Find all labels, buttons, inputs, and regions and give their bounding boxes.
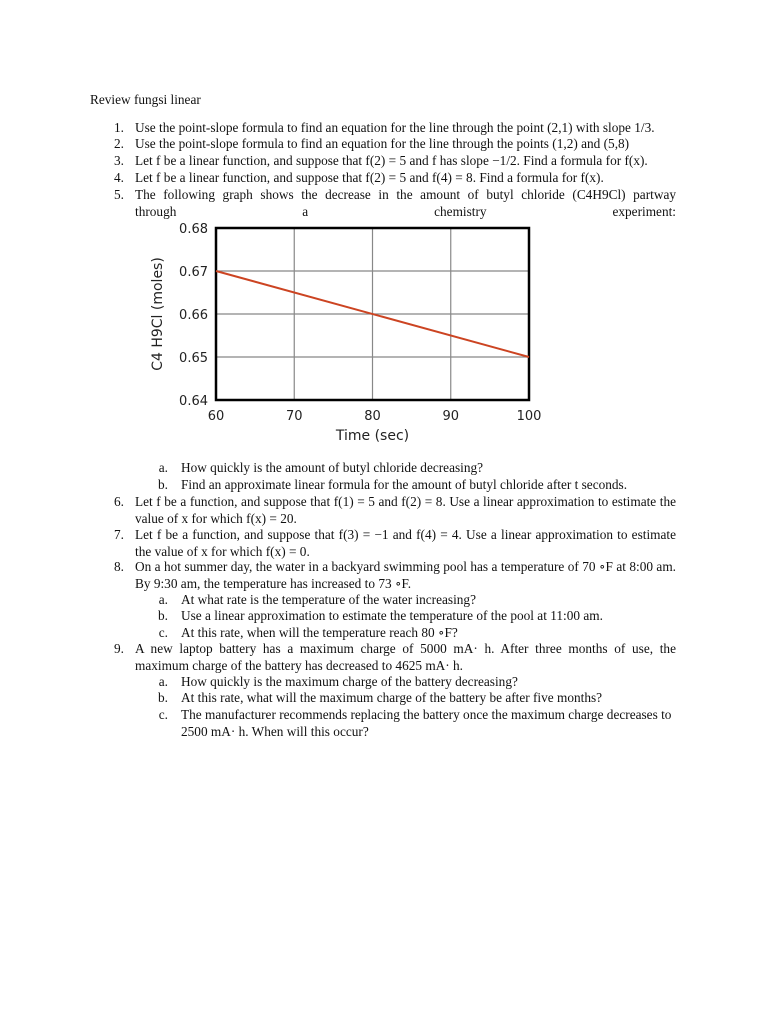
x-tick-label: 80	[364, 409, 381, 424]
sub-text: At this rate, when will the temperature reach 80 ∘F?	[181, 625, 458, 640]
sub-letter: a.	[158, 460, 168, 475]
y-axis-label: C4 H9Cl (moles)	[150, 257, 166, 371]
sub-text: The manufacturer recommends replacing the battery once the maximum charge decreases to 2500 mA· h. When will this occur?	[181, 707, 672, 739]
question-4	[100, 170, 676, 187]
x-tick-label: 90	[442, 409, 460, 424]
question-number: 7.	[114, 527, 124, 542]
question-text-line-1: The following graph shows the decrease in the amount of butyl chloride (C4H9Cl) partway	[135, 187, 676, 202]
question-text: Use the point-slope formula to find an equation for the line through the points (1,2) and (5,8)	[135, 136, 630, 151]
question-7	[100, 527, 676, 560]
question-number: 3.	[114, 153, 124, 168]
butyl-chloride-chart	[140, 216, 560, 452]
y-tick-label: 0.67	[179, 265, 208, 280]
page-title: Review fungsi linear	[90, 92, 201, 107]
sub-letter: b.	[158, 690, 168, 705]
question-8a	[150, 592, 676, 609]
question-text-line-2: through a chemistry experiment:	[135, 203, 676, 219]
question-number: 2.	[114, 136, 124, 151]
question-number: 5.	[114, 187, 124, 202]
y-tick-label: 0.68	[179, 222, 208, 237]
question-text: Let f be a function, and suppose that f(1) = 5 and f(2) = 8. Use a linear approximation to estimate the value of x for which f(x) = 20.	[135, 494, 676, 526]
y-tick-label: 0.64	[179, 394, 208, 409]
question-text: A new laptop battery has a maximum charge of 5000 mA· h. After three months of use, the maximum charge of the battery has decreased to 4625 mA· h.	[135, 641, 676, 673]
question-number: 4.	[114, 170, 124, 185]
x-axis-label: Time (sec)	[335, 428, 410, 444]
x-tick-label: 100	[516, 409, 542, 424]
sub-letter: c.	[158, 707, 168, 722]
question-1	[100, 120, 676, 137]
question-8c	[150, 625, 676, 642]
question-5a	[150, 460, 676, 477]
question-text: Use the point-slope formula to find an equation for the line through the point (2,1) with slope 1/3.	[135, 120, 655, 135]
question-9b	[150, 690, 676, 707]
question-text: Let f be a function, and suppose that f(3) = −1 and f(4) = 4. Use a linear approximation to estimate the value of x for which f(x) = 0.	[135, 527, 676, 559]
question-6	[100, 494, 676, 527]
question-text: On a hot summer day, the water in a backyard swimming pool has a temperature of 70 ∘F at 8:00 am. By 9:30 am, the temperature has increased to 73 ∘F.	[135, 559, 676, 591]
sub-text: At this rate, what will the maximum charge of the battery be after five months?	[181, 690, 603, 705]
question-2	[100, 136, 676, 153]
sub-text: How quickly is the amount of butyl chloride decreasing?	[181, 460, 484, 475]
question-number: 6.	[114, 494, 124, 509]
sub-letter: b.	[158, 608, 168, 623]
sub-letter: a.	[158, 592, 168, 607]
question-number: 1.	[114, 120, 124, 135]
question-8	[100, 559, 676, 592]
question-text: Let f be a linear function, and suppose that f(2) = 5 and f(4) = 8. Find a formula for f(x).	[135, 170, 604, 185]
sub-text: At what rate is the temperature of the water increasing?	[181, 592, 476, 607]
question-5b	[150, 477, 676, 494]
sub-text: How quickly is the maximum charge of the battery decreasing?	[181, 674, 518, 689]
question-3	[100, 153, 676, 170]
x-tick-label: 60	[207, 409, 225, 424]
sub-text: Use a linear approximation to estimate the temperature of the pool at 11:00 am.	[181, 608, 603, 623]
question-9	[100, 641, 676, 674]
sub-text: Find an approximate linear formula for the amount of butyl chloride after t seconds.	[181, 477, 628, 492]
y-tick-label: 0.65	[179, 351, 208, 366]
sub-letter: b.	[158, 477, 168, 492]
sub-letter: a.	[158, 674, 168, 689]
y-tick-label: 0.66	[179, 308, 208, 323]
question-number: 8.	[114, 559, 124, 574]
question-text: Let f be a linear function, and suppose that f(2) = 5 and f has slope −1/2. Find a formula for f(x).	[135, 153, 648, 168]
question-9c	[150, 707, 676, 740]
question-9a	[150, 674, 676, 691]
x-tick-label: 70	[285, 409, 303, 424]
question-number: 9.	[114, 641, 124, 656]
sub-letter: c.	[158, 625, 168, 640]
question-8b	[150, 608, 676, 625]
